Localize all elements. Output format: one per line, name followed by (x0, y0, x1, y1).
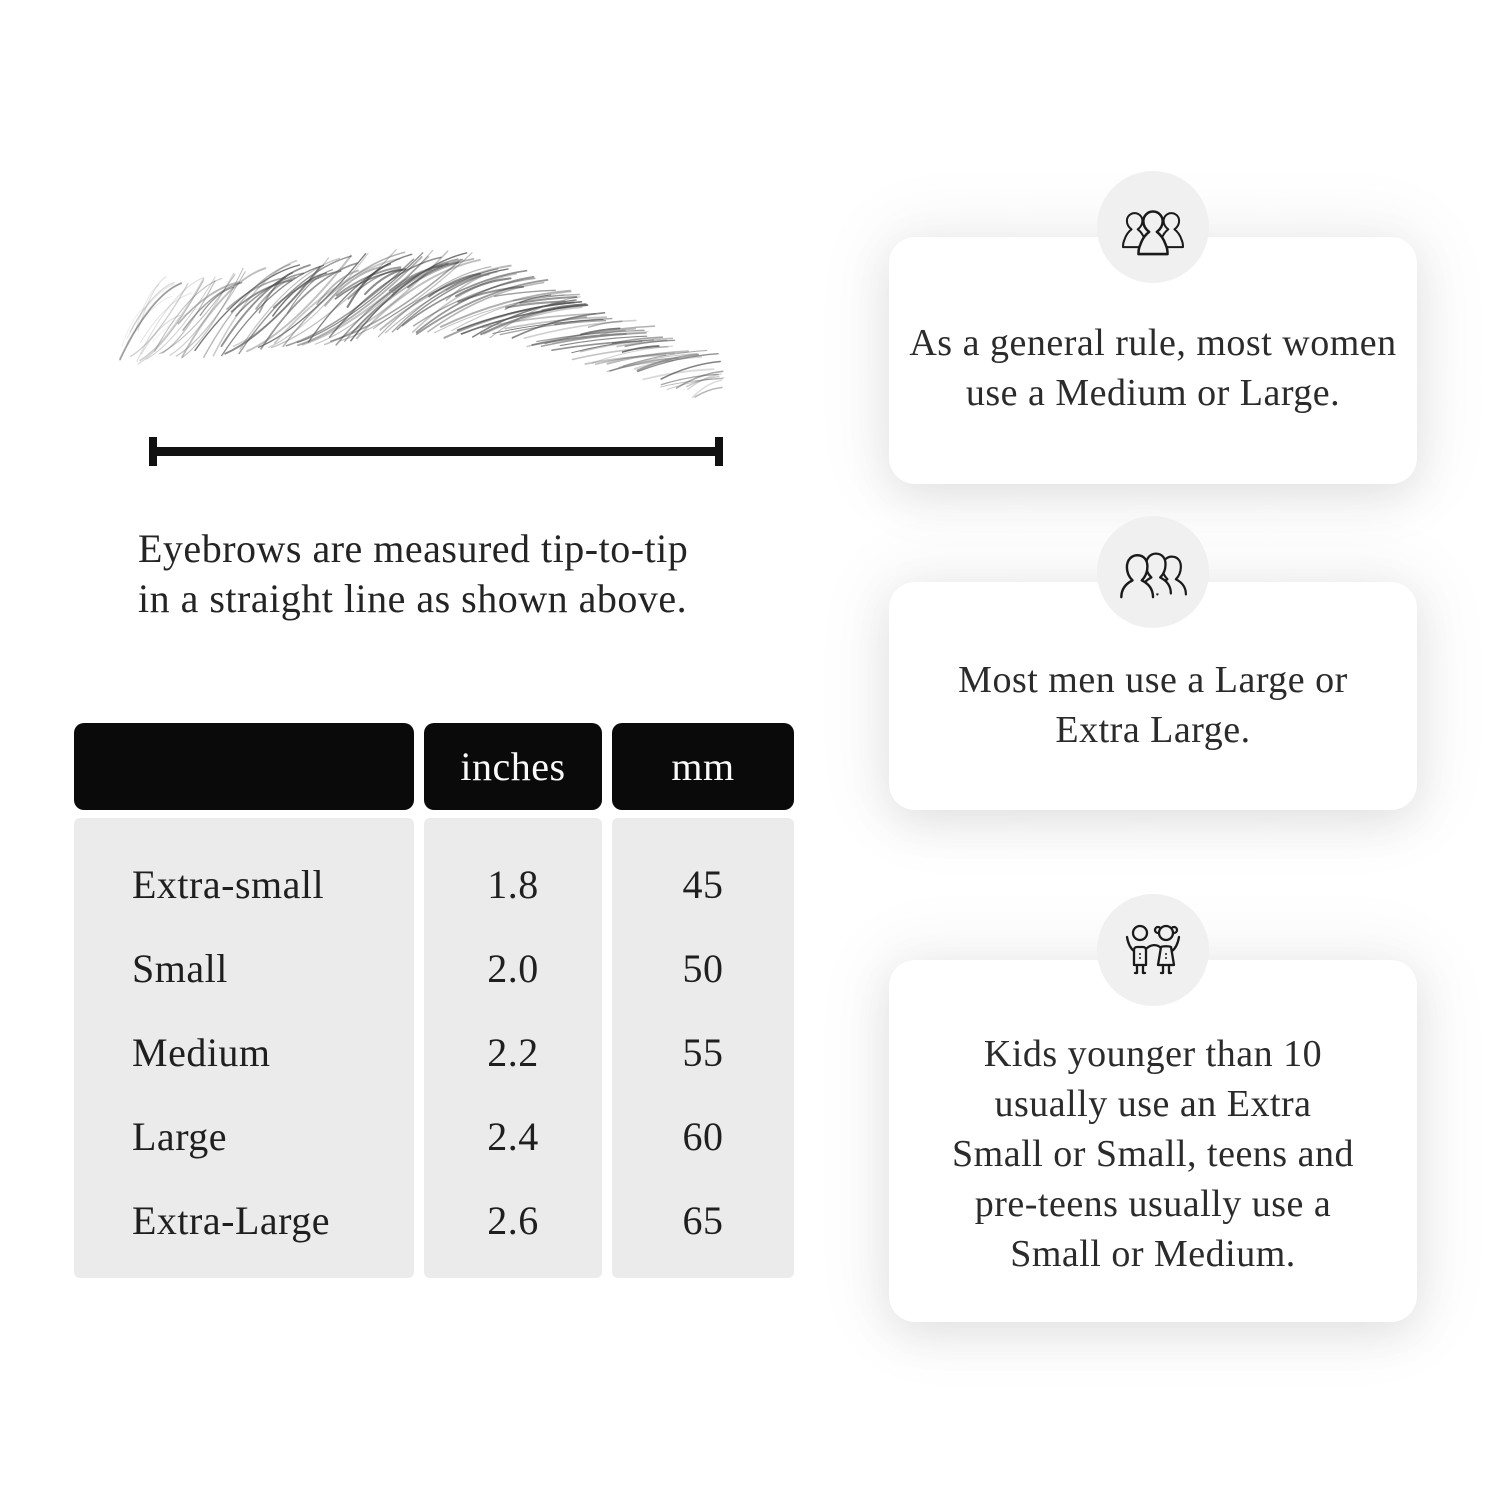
card-kids-line-2: usually use an Extra (994, 1083, 1312, 1125)
mm-body (612, 818, 794, 1278)
card-men (889, 582, 1417, 810)
card-women-line-2: use a Medium or Large. (965, 371, 1341, 414)
measurement-line (149, 447, 723, 456)
card-men-line-1: Most men use a Large or (958, 659, 1348, 701)
card-kids-line-3: Small or Small, teens and (952, 1133, 1354, 1175)
size-name-header (74, 723, 414, 810)
table-row-size: Extra-small (132, 861, 325, 907)
mm-cell: 45 (682, 861, 724, 907)
inches-cell: 2.2 (487, 1029, 539, 1075)
inches-cell: 1.8 (487, 861, 539, 907)
card-kids-line-5: Small or Medium. (1010, 1233, 1296, 1275)
table-row-size: Small (132, 945, 228, 991)
card-men-text (958, 637, 1348, 755)
card-kids-line-1: Kids younger than 10 (983, 1033, 1323, 1075)
table-row-size: Extra-Large (132, 1197, 330, 1243)
caption-line-1: Eyebrows are measured tip-to-tip (138, 526, 689, 571)
table-row-size: Large (132, 1113, 228, 1159)
card-women (889, 237, 1417, 484)
table-row-size: Medium (132, 1029, 271, 1075)
mm-cell: 60 (682, 1113, 724, 1159)
mm-cell: 50 (682, 945, 724, 991)
card-kids-line-4: pre-teens usually use a (974, 1183, 1332, 1225)
measurement-caption (138, 524, 688, 624)
kids-badge-circle (1097, 894, 1209, 1006)
card-kids (889, 960, 1417, 1322)
inches-body (424, 818, 602, 1278)
mm-column (612, 723, 794, 1278)
card-men-line-2: Extra Large. (1055, 709, 1251, 751)
mm-header: mm (612, 723, 794, 810)
eyebrow-hairs-svg (118, 248, 728, 408)
size-name-body (74, 818, 414, 1278)
size-table (74, 723, 794, 1278)
eyebrow-illustration (118, 248, 728, 408)
inches-cell: 2.4 (487, 1113, 539, 1159)
women-group-icon (1114, 198, 1192, 256)
inches-cell: 2.6 (487, 1197, 539, 1243)
mm-cell: 55 (682, 1029, 724, 1075)
men-group-icon (1112, 542, 1194, 602)
kids-icon (1117, 920, 1189, 980)
inches-header: inches (424, 723, 602, 810)
men-badge-circle (1097, 516, 1209, 628)
caption-line-2: in a straight line as shown above. (138, 576, 688, 621)
size-name-column (74, 723, 414, 1278)
card-kids-text (952, 1003, 1354, 1279)
women-badge-circle (1097, 171, 1209, 283)
card-women-text (909, 304, 1396, 418)
inches-cell: 2.0 (487, 945, 539, 991)
mm-cell: 65 (682, 1197, 724, 1243)
card-women-line-1: As a general rule, most women (909, 321, 1397, 364)
inches-column (424, 723, 602, 1278)
